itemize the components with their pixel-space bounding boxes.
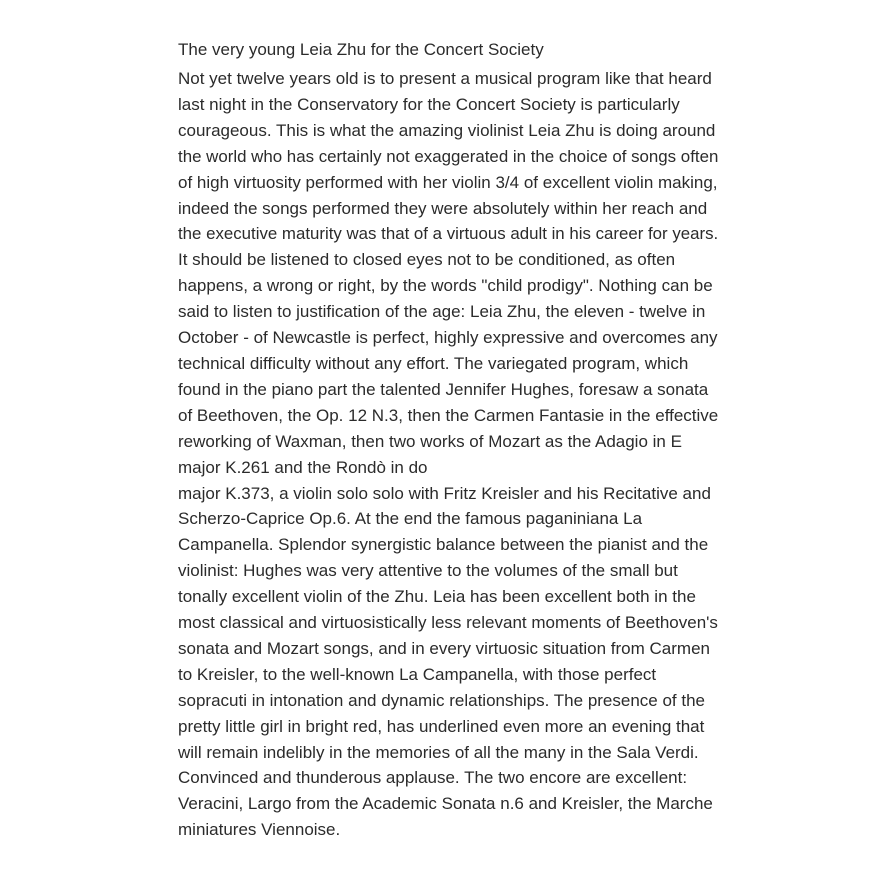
body-line: happens, a wrong or right, by the words "child prodigy". Nothing can be <box>178 276 713 296</box>
body-line: courageous. This is what the amazing violinist Leia Zhu is doing around <box>178 120 716 140</box>
body-line: most classical and virtuosistically less relevant moments of Beethoven's <box>178 613 718 633</box>
body-line: sonata and Mozart songs, and in every virtuosic situation from Carmen <box>178 638 710 658</box>
body-line: Scherzo-Caprice Op.6. At the end the famous paganiniana La <box>178 509 643 529</box>
body-line: will remain indelibly in the memories of all the many in the Sala Verdi. <box>178 742 699 762</box>
body-line: the world who has certainly not exaggerated in the choice of songs often <box>178 146 719 166</box>
body-line: October - of Newcastle is perfect, highly expressive and overcomes any <box>178 328 718 348</box>
body-line: Campanella. Splendor synergistic balance between the pianist and the <box>178 535 709 555</box>
body-line: indeed the songs performed they were absolutely within her reach and <box>178 198 708 218</box>
body-line: violinist: Hughes was very attentive to the volumes of the small but <box>178 561 678 581</box>
body-line: Convinced and thunderous applause. The two encore are excellent: <box>178 768 688 788</box>
body-line: miniatures Viennoise. <box>178 820 341 840</box>
article <box>178 38 718 843</box>
body-line: last night in the Conservatory for the Concert Society is particularly <box>178 94 680 114</box>
body-line: major K.373, a violin solo solo with Fritz Kreisler and his Recitative and <box>178 483 711 503</box>
body-line: Veracini, Largo from the Academic Sonata n.6 and Kreisler, the Marche <box>178 794 713 814</box>
body-line: of high virtuosity performed with her violin 3/4 of excellent violin making, <box>178 172 718 192</box>
article-title: The very young Leia Zhu for the Concert Society <box>178 40 544 59</box>
body-line: tonally excellent violin of the Zhu. Leia has been excellent both in the <box>178 587 696 607</box>
body-line: major K.261 and the Rondò in do <box>178 457 428 477</box>
body-line: found in the piano part the talented Jennifer Hughes, foresaw a sonata <box>178 379 709 399</box>
body-line: reworking of Waxman, then two works of Mozart as the Adagio in E <box>178 431 682 451</box>
article-body <box>178 66 718 843</box>
body-line: pretty little girl in bright red, has underlined even more an evening that <box>178 716 705 736</box>
body-line: to Kreisler, to the well-known La Campanella, with those perfect <box>178 664 657 684</box>
body-line: said to listen to justification of the age: Leia Zhu, the eleven - twelve in <box>178 302 706 322</box>
body-line: It should be listened to closed eyes not to be conditioned, as often <box>178 250 676 270</box>
body-line: of Beethoven, the Op. 12 N.3, then the Carmen Fantasie in the effective <box>178 405 719 425</box>
body-line: sopracuti in intonation and dynamic relationships. The presence of the <box>178 690 706 710</box>
body-line: the executive maturity was that of a virtuous adult in his career for years. <box>178 224 719 244</box>
body-line: technical difficulty without any effort. The variegated program, which <box>178 353 689 373</box>
body-line: Not yet twelve years old is to present a musical program like that heard <box>178 69 712 88</box>
